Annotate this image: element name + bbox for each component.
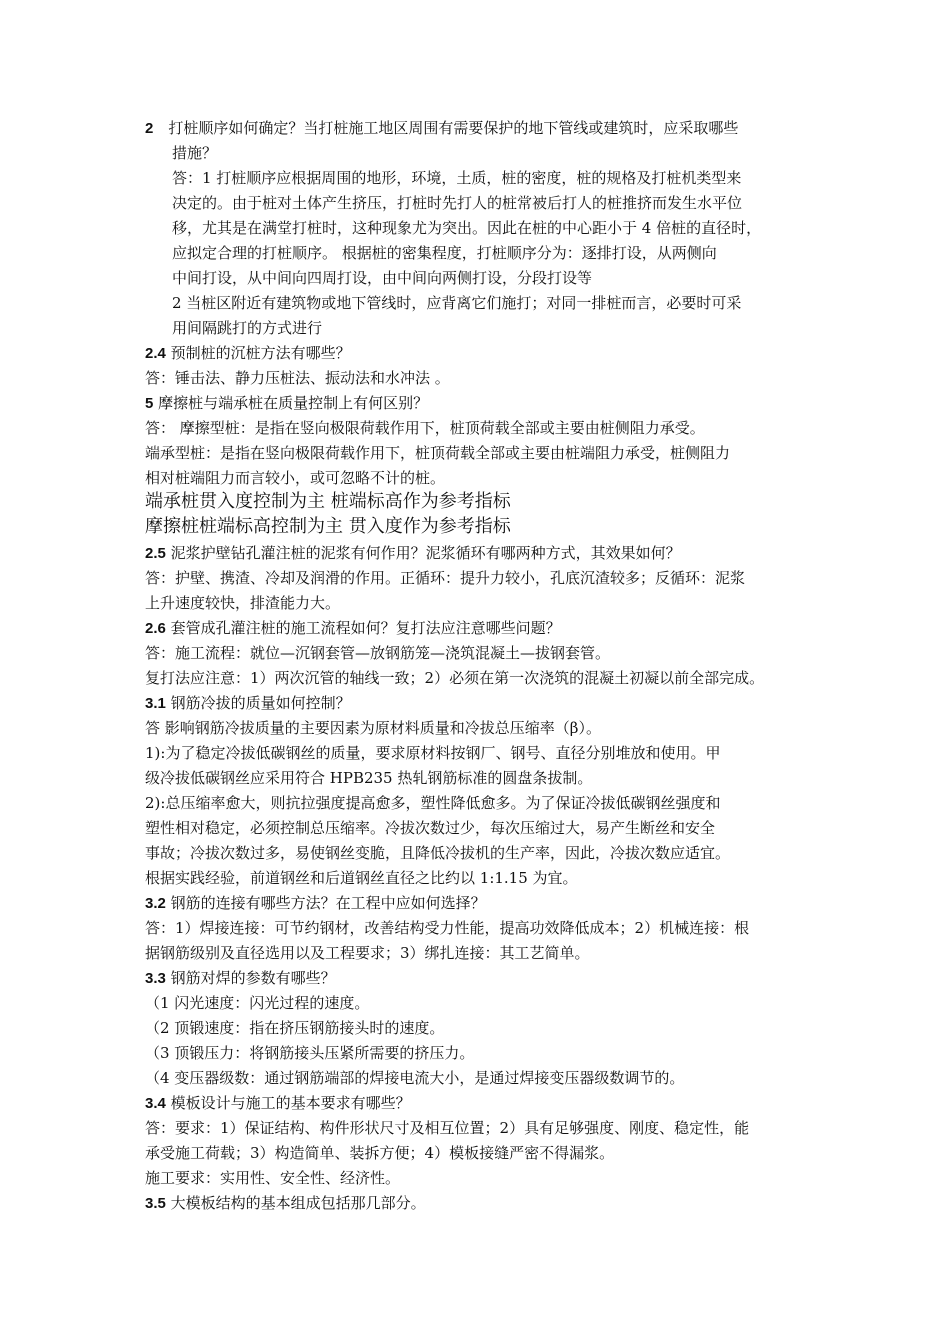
question-3-1 (145, 691, 351, 716)
question-text: 预制桩的沉桩方法有哪些？ (165, 344, 351, 362)
answer-2-5-line-1: 答：护壁、携渣、冷却及润滑的作用。正循环：提升力较小，孔底沉渣较多；反循环：泥浆 (145, 569, 746, 587)
question-number: 3.1 (145, 695, 166, 712)
answer-3-3-item-3: （3 顶锻压力：将钢筋接头压紧所需要的挤压力。 (145, 1044, 475, 1062)
question-3-3 (145, 966, 336, 991)
question-number: 5 (145, 395, 154, 412)
question-text: 套管成孔灌注桩的施工流程如何？复打法应注意哪些问题？ (165, 619, 561, 637)
question-text: 钢筋冷拔的质量如何控制？ (165, 694, 351, 712)
question-text: 钢筋的连接有哪些方法？在工程中应如何选择？ (165, 894, 486, 912)
answer-3-3-item-4: （4 变压器级数：通过钢筋端部的焊接电流大小，是通过焊接变压器级数调节的。 (145, 1069, 685, 1087)
question-number: 2.5 (145, 545, 166, 562)
answer-2-6-line-2: 复打法应注意：1）两次沉管的轴线一致；2）必须在第一次浇筑的混凝土初凝以前全部完成。 (145, 669, 765, 687)
answer-3-2-line-2: 据钢筋级别及直径选用以及工程要求；3）绑扎连接：其工艺简单。 (145, 944, 590, 962)
question-text: 泥浆护壁钻孔灌注桩的泥浆有何作用？泥浆循环有哪两种方式，其效果如何？ (165, 544, 681, 562)
answer-2-line-1: 答：1 打桩顺序应根据周围的地形，环境，土质，桩的密度，桩的规格及打桩机类型来 (172, 169, 742, 187)
answer-3-1-line-6: 根据实践经验，前道钢丝和后道钢丝直径之比约以 1:1.15 为宜。 (145, 869, 578, 887)
question-number: 2.4 (145, 345, 166, 362)
answer-5-line-1: 答： 摩擦型桩：是指在竖向极限荷载作用下，桩顶荷载全部或主要由桩侧阻力承受。 (145, 419, 705, 437)
question-3-4 (145, 1091, 411, 1116)
answer-2-4: 答：锤击法、静力压桩法、振动法和水冲法 。 (145, 369, 450, 387)
answer-3-4-line-3: 施工要求：实用性、安全性、经济性。 (145, 1169, 401, 1187)
answer-5-bullet-2: 摩擦桩桩端标高控制为主 贯入度作为参考指标 (145, 516, 511, 537)
question-3-5 (145, 1191, 426, 1216)
question-number: 2 (145, 120, 154, 137)
answer-3-4-line-1: 答：要求：1）保证结构、构件形状尺寸及相互位置；2）具有足够强度、刚度、稳定性，能 (145, 1119, 750, 1137)
question-2-4 (145, 341, 351, 366)
question-text: 大模板结构的基本组成包括那几部分。 (165, 1194, 426, 1212)
answer-3-1-line-5: 事故；冷拔次数过多，易使钢丝变脆，且降低冷拔机的生产率，因此，冷拔次数应适宜。 (145, 844, 731, 862)
answer-3-1-line-1: 1):为了稳定冷拔低碳钢丝的质量，要求原材料按钢厂、钢号、直径分别堆放和使用。甲 (145, 744, 721, 762)
answer-2-5-line-2: 上升速度较快，排渣能力大。 (145, 594, 341, 612)
question-3-2 (145, 891, 486, 916)
answer-2-line-6: 2 当桩区附近有建筑物或地下管线时，应背离它们施打；对同一排桩而言，必要时可采 (172, 294, 742, 312)
answer-2-line-3: 移，尤其是在满堂打桩时，这种现象尤为突出。因此在桩的中心距小于 4 倍桩的直径时， (172, 219, 762, 237)
answer-3-1-intro: 答 影响钢筋冷拔质量的主要因素为原材料质量和冷拔总压缩率（β）。 (145, 719, 601, 737)
question-2-line-1 (145, 116, 738, 141)
answer-3-2-line-1: 答：1）焊接连接：可节约钢材，改善结构受力性能，提高功效降低成本；2）机械连接：根 (145, 919, 750, 937)
answer-2-line-5: 中间打设，从中间向四周打设，由中间向两侧打设，分段打设等 (172, 269, 593, 287)
question-number: 3.4 (145, 1095, 166, 1112)
question-2-6 (145, 616, 561, 641)
question-text: 打桩顺序如何确定？当打桩施工地区周围有需要保护的地下管线或建筑时，应采取哪些 (168, 119, 739, 137)
answer-2-line-4: 应拟定合理的打桩顺序。 根据桩的密集程度，打桩顺序分为：逐排打设，从两侧向 (172, 244, 717, 262)
question-text: 钢筋对焊的参数有哪些？ (165, 969, 336, 987)
question-number: 2.6 (145, 620, 166, 637)
answer-3-3-item-2: （2 顶锻速度：指在挤压钢筋接头时的速度。 (145, 1019, 445, 1037)
question-number: 3.5 (145, 1195, 166, 1212)
answer-2-line-2: 决定的。由于桩对土体产生挤压，打桩时先打人的桩常被后打人的桩推挤而发生水平位 (172, 194, 743, 212)
answer-3-1-line-4: 塑性相对稳定，必须控制总压缩率。冷拔次数过少，每次压缩过大，易产生断丝和安全 (145, 819, 716, 837)
answer-5-line-2: 端承型桩：是指在竖向极限荷载作用下，桩顶荷载全部或主要由桩端阻力承受，桩侧阻力 (145, 444, 731, 462)
answer-2-line-7: 用间隔跳打的方式进行 (172, 319, 323, 337)
answer-3-1-line-3: 2):总压缩率愈大，则抗拉强度提高愈多，塑性降低愈多。为了保证冷拔低碳钢丝强度和 (145, 794, 721, 812)
question-5 (145, 391, 428, 416)
question-2-5 (145, 541, 681, 566)
question-text: 模板设计与施工的基本要求有哪些？ (165, 1094, 411, 1112)
answer-2-6-line-1: 答：施工流程：就位—沉钢套管—放钢筋笼—浇筑混凝土—拔钢套管。 (145, 644, 611, 662)
question-number: 3.2 (145, 895, 166, 912)
question-2-line-2: 措施？ (172, 144, 218, 162)
answer-5-bullet-1: 端承桩贯入度控制为主 桩端标高作为参考指标 (145, 491, 511, 512)
answer-3-4-line-2: 承受施工荷载；3）构造简单、装拆方便；4）模板接缝严密不得漏浆。 (145, 1144, 615, 1162)
answer-5-line-3: 相对桩端阻力而言较小，或可忽略不计的桩。 (145, 469, 446, 487)
question-text: 摩擦桩与端承桩在质量控制上有何区别？ (153, 394, 429, 412)
question-number: 3.3 (145, 970, 166, 987)
answer-3-3-item-1: （1 闪光速度：闪光过程的速度。 (145, 994, 370, 1012)
answer-3-1-line-2: 级冷拔低碳钢丝应采用符合 HPB235 热轧钢筋标准的圆盘条拔制。 (145, 769, 593, 787)
